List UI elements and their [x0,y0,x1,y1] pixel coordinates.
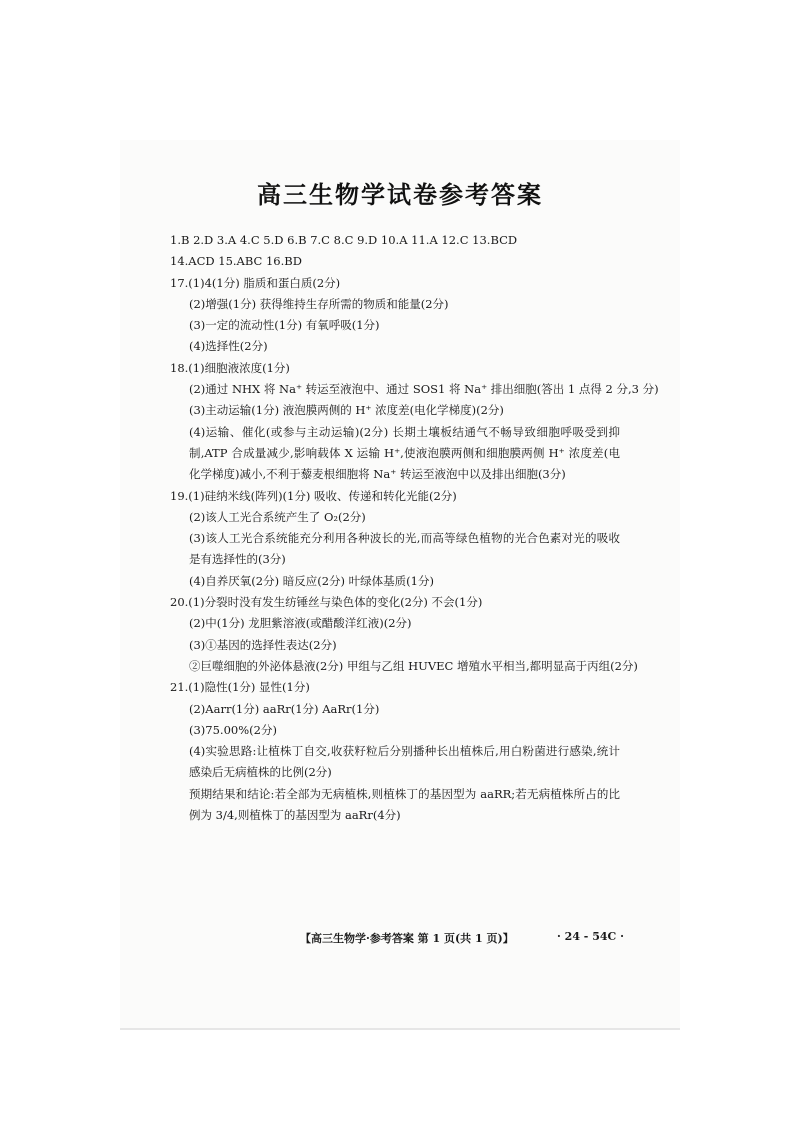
page-edge-shadow [120,1028,680,1030]
q21-part-3: (3)75.00%(2分) [189,722,277,737]
q17-part-1: 17.(1)4(1分) 脂质和蛋白质(2分) [170,275,341,290]
q19-part-2: (2)该人工光合系统产生了 O₂(2分) [189,509,366,524]
q17-part-2: (2)增强(1分) 获得维持生存所需的物质和能量(2分) [189,296,449,311]
q18-part-4: (4)运输、催化(或参与主动运输)(2分) 长期土壤板结通气不畅导致细胞呼吸受到抑制,ATP 合成量减少,影响载体 X 运输 H⁺,使液泡膜两侧和细胞膜两侧 H⁺ 浓度差(电化学梯度)减小,不利于藜麦根细胞将 Na⁺ 转运至液泡中以及排出细胞(3分) [189,424,620,482]
q18-part-2: (2)通过 NHX 将 Na⁺ 转运至液泡中、通过 SOS1 将 Na⁺ 排出细胞(答出 1 点得 2 分,3 分) [189,382,659,397]
choice-answers-line-1: 1.B 2.D 3.A 4.C 5.D 6.B 7.C 8.C 9.D 10.A 11.A 12.C 13.BCD [170,233,518,247]
q19-part-4: (4)自养厌氧(2分) 暗反应(2分) 叶绿体基质(1分) [189,573,434,588]
q21-part-2: (2)Aarr(1分) aaRr(1分) AaRr(1分) [189,701,380,716]
q20-part-3-item-2: ②巨噬细胞的外泌体悬液(2分) 甲组与乙组 HUVEC 增殖水平相当,都明显高于丙组(2分) [189,658,638,673]
q21-part-4: (4)实验思路:让植株丁自交,收获籽粒后分别播种长出植株后,用白粉菌进行感染,统计感染后无病植株的比例(2分) [189,744,620,780]
footer-page-info: 【高三生物学·参考答案 第 1 页(共 1 页)】 [300,932,514,945]
answer-body [170,230,659,826]
q17-part-3: (3)一定的流动性(1分) 有氧呼吸(1分) [189,318,380,333]
q20-part-3: (3)①基因的选择性表达(2分) [189,637,337,652]
q17-part-4: (4)选择性(2分) [189,339,268,354]
q21-expected-results: 预期结果和结论:若全部为无病植株,则植株丁的基因型为 aaRR;若无病植株所占的比例为 3/4,则植株丁的基因型为 aaRr(4分) [189,786,620,823]
q18-part-1: 18.(1)细胞液浓度(1分) [170,360,290,375]
q21-part-1: 21.(1)隐性(1分) 显性(1分) [170,680,310,695]
page-title: 高三生物学试卷参考答案 [257,180,543,209]
choice-answers-line-2: 14.ACD 15.ABC 16.BD [170,254,302,269]
q20-part-1: 20.(1)分裂时没有发生纺锤丝与染色体的变化(2分) 不会(1分) [170,595,483,610]
q18-part-3: (3)主动运输(1分) 液泡膜两侧的 H⁺ 浓度差(电化学梯度)(2分) [189,403,504,418]
footer-code: · 24 - 54C · [557,930,624,943]
q19-part-3: (3)该人工光合系统能充分利用各种波长的光,而高等绿色植物的光合色素对光的吸收是有选择性的(3分) [189,531,620,567]
q19-part-1: 19.(1)硅纳米线(阵列)(1分) 吸收、传递和转化光能(2分) [170,488,457,503]
q20-part-2: (2)中(1分) 龙胆紫溶液(或醋酸洋红液)(2分) [189,616,412,631]
